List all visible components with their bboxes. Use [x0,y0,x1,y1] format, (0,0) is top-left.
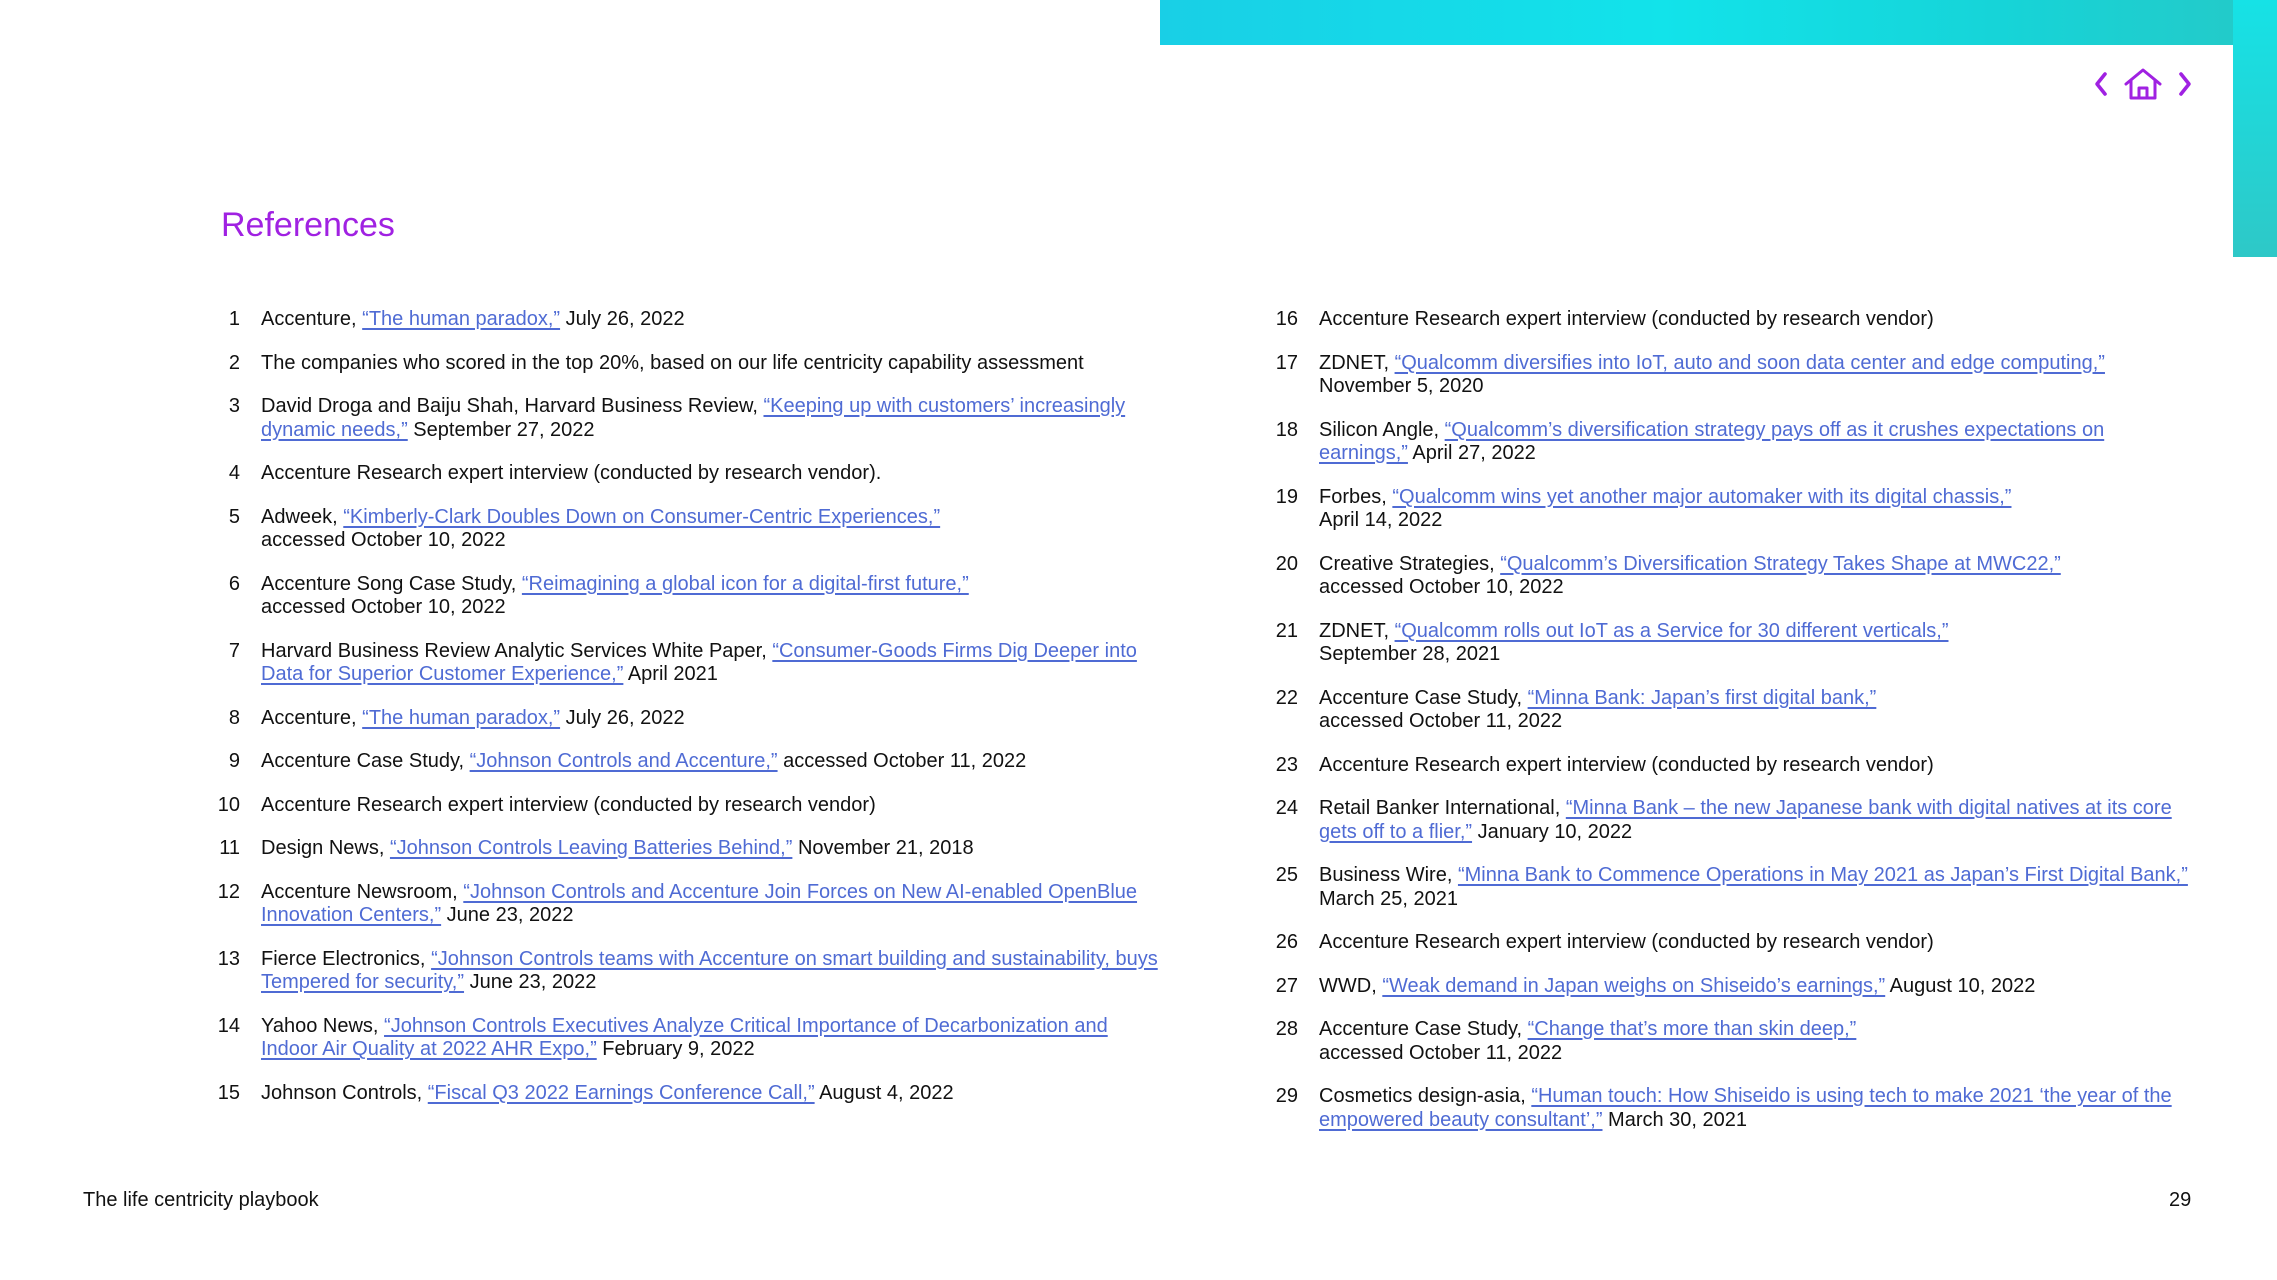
reference-item [200,506,1160,553]
reference-link[interactable]: “Minna Bank – the new Japanese bank with digital natives at its core gets off to a flier,” [1319,797,2172,843]
reference-text: Accenture Research expert interview (conducted by research vendor) [1319,308,1934,330]
reference-text: Accenture Newsroom, “Johnson Controls and Accenture Join Forces on New AI-enabled OpenBlue Innovation Centers,” June 23, 2022 [261,880,1138,926]
chevron-right-icon [2178,70,2192,98]
reference-text: ZDNET, “Qualcomm diversifies into IoT, auto and soon data center and edge computing,” November 5, 2020 [1319,351,2105,397]
reference-link[interactable]: “Weak demand in Japan weighs on Shiseido’s earnings,” [1382,974,1886,997]
reference-number: 28 [1275,1018,1298,1040]
reference-text: Accenture Song Case Study, “Reimagining a global icon for a digital-first future,” accessed October 10, 2022 [261,572,969,618]
reference-link[interactable]: “Qualcomm’s Diversification Strategy Takes Shape at MWC22,” [1500,552,2061,575]
reference-link[interactable]: “Keeping up with customers’ increasingly dynamic needs,” [261,395,1126,441]
reference-link[interactable]: “The human paradox,” [362,308,561,330]
reference-text: Yahoo News, “Johnson Controls Executives Analyze Critical Importance of Decarbonization and Indoor Air Quality at 2022 AHR Expo,” February 9, 2022 [261,1014,1108,1060]
reference-text: Accenture Research expert interview (conducted by research vendor) [1319,753,1934,776]
reference-link[interactable]: “Consumer-Goods Firms Dig Deeper into Data for Superior Customer Experience,” [261,639,1137,685]
reference-item [200,948,1160,995]
reference-number: 11 [219,837,240,859]
side-gradient-band [2233,0,2277,257]
reference-number: 19 [1275,485,1298,508]
reference-number: 20 [1275,552,1298,575]
reference-text: Business Wire, “Minna Bank to Commence Operations in May 2021 as Japan’s First Digital Bank,” March 25, 2021 [1319,864,2188,910]
reference-item [1258,1085,2188,1132]
page-title: References [221,206,395,244]
reference-number: 27 [1275,974,1298,997]
reference-link[interactable]: “Johnson Controls and Accenture,” [469,750,778,772]
reference-item [200,750,1160,774]
reference-item [200,1015,1160,1062]
reference-number: 12 [217,880,240,903]
reference-number: 23 [1275,753,1298,776]
reference-number: 29 [1275,1085,1298,1107]
reference-item [1258,419,2188,466]
reference-item [1258,975,2188,999]
reference-number: 26 [1275,931,1298,953]
reference-text: Accenture Case Study, “Change that’s more than skin deep,” accessed October 11, 2022 [1319,1018,1857,1064]
reference-link[interactable]: “Minna Bank to Commence Operations in May 2021 as Japan’s First Digital Bank,” [1457,864,2188,886]
reference-text: Retail Banker International, “Minna Bank – the new Japanese bank with digital natives at its core gets off to a flier,” January 10, 2022 [1319,797,2172,843]
reference-link[interactable]: “Johnson Controls and Accenture Join Forces on New AI-enabled OpenBlue Innovation Centers,” [261,880,1138,926]
reference-text: Accenture Research expert interview (conducted by research vendor). [261,462,882,484]
reference-link[interactable]: “Change that’s more than skin deep,” [1527,1018,1857,1040]
reference-number: 4 [228,462,240,484]
reference-number: 18 [1275,418,1298,441]
reference-text: Accenture Research expert interview (conducted by research vendor) [261,793,876,816]
reference-item [200,881,1160,928]
reference-text: Johnson Controls, “Fiscal Q3 2022 Earnings Conference Call,” August 4, 2022 [261,1081,954,1104]
reference-number: 3 [228,395,240,417]
reference-text: Cosmetics design-asia, “Human touch: How Shiseido is using tech to make 2021 ‘the year of the empowered beauty consultant’,” March 30, 2021 [1319,1085,2172,1131]
reference-item [1258,687,2188,734]
reference-item [200,352,1160,376]
reference-number: 2 [228,351,240,374]
reference-item [1258,931,2188,955]
reference-link[interactable]: “The human paradox,” [362,706,561,729]
reference-text: Accenture, “The human paradox,” July 26, 2022 [261,706,685,729]
reference-item [200,462,1160,486]
reference-item [200,573,1160,620]
reference-item [1258,1018,2188,1065]
reference-number: 5 [228,505,240,528]
chevron-left-icon [2094,70,2108,98]
reference-link[interactable]: “Kimberly-Clark Doubles Down on Consumer-Centric Experiences,” [343,505,941,528]
reference-number: 15 [217,1081,240,1104]
reference-link[interactable]: “Qualcomm wins yet another major automaker with its digital chassis,” [1392,485,2012,508]
previous-page-button[interactable] [2090,62,2112,106]
page-navigation [2090,62,2196,106]
references-right-column [1258,308,2188,1132]
reference-number: 8 [228,706,240,729]
reference-number: 13 [217,947,240,970]
reference-text: Accenture, “The human paradox,” July 26, 2022 [261,308,685,330]
reference-link[interactable]: “Qualcomm diversifies into IoT, auto and soon data center and edge computing,” [1394,351,2105,374]
reference-item [1258,486,2188,533]
next-page-button[interactable] [2174,62,2196,106]
reference-number: 14 [217,1014,240,1037]
reference-text: The companies who scored in the top 20%, based on our life centricity capability assessment [261,351,1084,374]
reference-number: 9 [228,750,240,772]
footer-document-title: The life centricity playbook [83,1189,319,1211]
reference-item [1258,754,2188,778]
reference-link[interactable]: “Johnson Controls Leaving Batteries Behind,” [389,837,793,859]
reference-text: ZDNET, “Qualcomm rolls out IoT as a Service for 30 different verticals,” September 28, 2021 [1319,619,1949,665]
reference-text: Creative Strategies, “Qualcomm’s Diversification Strategy Takes Shape at MWC22,” accessed October 10, 2022 [1319,552,2061,598]
reference-link[interactable]: “Qualcomm’s diversification strategy pays off as it crushes expectations on earnings,” [1319,418,2105,464]
reference-number: 22 [1275,686,1298,709]
references-left-column [200,308,1160,1105]
reference-number: 16 [1275,308,1298,330]
reference-text: Design News, “Johnson Controls Leaving Batteries Behind,” November 21, 2018 [261,837,974,859]
reference-item [200,1082,1160,1106]
reference-item [200,640,1160,687]
reference-number: 17 [1275,351,1298,374]
reference-item [1258,864,2188,911]
reference-item [200,707,1160,731]
reference-text: WWD, “Weak demand in Japan weighs on Shiseido’s earnings,” August 10, 2022 [1319,974,2036,997]
reference-item [1258,553,2188,600]
reference-text: Adweek, “Kimberly-Clark Doubles Down on Consumer-Centric Experiences,” accessed October 10, 2022 [261,505,941,551]
reference-item [1258,797,2188,844]
reference-number: 21 [1275,619,1298,642]
reference-number: 1 [228,308,240,330]
reference-number: 25 [1275,864,1298,886]
reference-text: David Droga and Baiju Shah, Harvard Business Review, “Keeping up with customers’ increasingly dynamic needs,” September 27, 2022 [261,395,1126,441]
reference-number: 7 [228,639,240,662]
reference-item [200,794,1160,818]
top-gradient-band [1160,0,2277,45]
page-number: 29 [2169,1189,2192,1211]
reference-number: 10 [217,793,240,816]
reference-link[interactable]: “Fiscal Q3 2022 Earnings Conference Call,” [427,1081,815,1104]
reference-item [200,308,1160,332]
home-button[interactable] [2120,62,2166,106]
reference-link[interactable]: “Johnson Controls Executives Analyze Critical Importance of Decarbonization and Indoor Air Quality at 2022 AHR Expo,” [261,1014,1108,1060]
reference-item [200,837,1160,861]
reference-item [200,395,1160,442]
reference-number: 6 [228,572,240,595]
home-icon [2124,67,2162,101]
reference-text: Forbes, “Qualcomm wins yet another major automaker with its digital chassis,” April 14, 2022 [1319,485,2012,531]
reference-text: Fierce Electronics, “Johnson Controls teams with Accenture on smart building and sustainability, buys Tempered for security,” June 23, 2022 [261,947,1158,993]
reference-link[interactable]: “Qualcomm rolls out IoT as a Service for 30 different verticals,” [1394,619,1949,642]
reference-number: 24 [1275,797,1298,819]
reference-link[interactable]: “Johnson Controls teams with Accenture on smart building and sustainability, buys Tempered for security,” [261,947,1158,993]
reference-link[interactable]: “Human touch: How Shiseido is using tech to make 2021 ‘the year of the empowered beauty consultant’,” [1319,1085,2172,1131]
reference-text: Silicon Angle, “Qualcomm’s diversification strategy pays off as it crushes expectations on earnings,” April 27, 2022 [1319,418,2105,464]
reference-link[interactable]: “Minna Bank: Japan’s first digital bank,” [1527,686,1877,709]
reference-text: Accenture Case Study, “Johnson Controls and Accenture,” accessed October 11, 2022 [261,750,1027,772]
reference-text: Accenture Research expert interview (conducted by research vendor) [1319,931,1934,953]
reference-text: Harvard Business Review Analytic Services White Paper, “Consumer-Goods Firms Dig Deeper into Data for Superior Customer Experience,” April 2021 [261,639,1137,685]
reference-item [1258,352,2188,399]
reference-item [1258,308,2188,332]
reference-text: Accenture Case Study, “Minna Bank: Japan’s first digital bank,” accessed October 11, 2022 [1319,686,1877,732]
reference-item [1258,620,2188,667]
reference-link[interactable]: “Reimagining a global icon for a digital-first future,” [521,572,969,595]
